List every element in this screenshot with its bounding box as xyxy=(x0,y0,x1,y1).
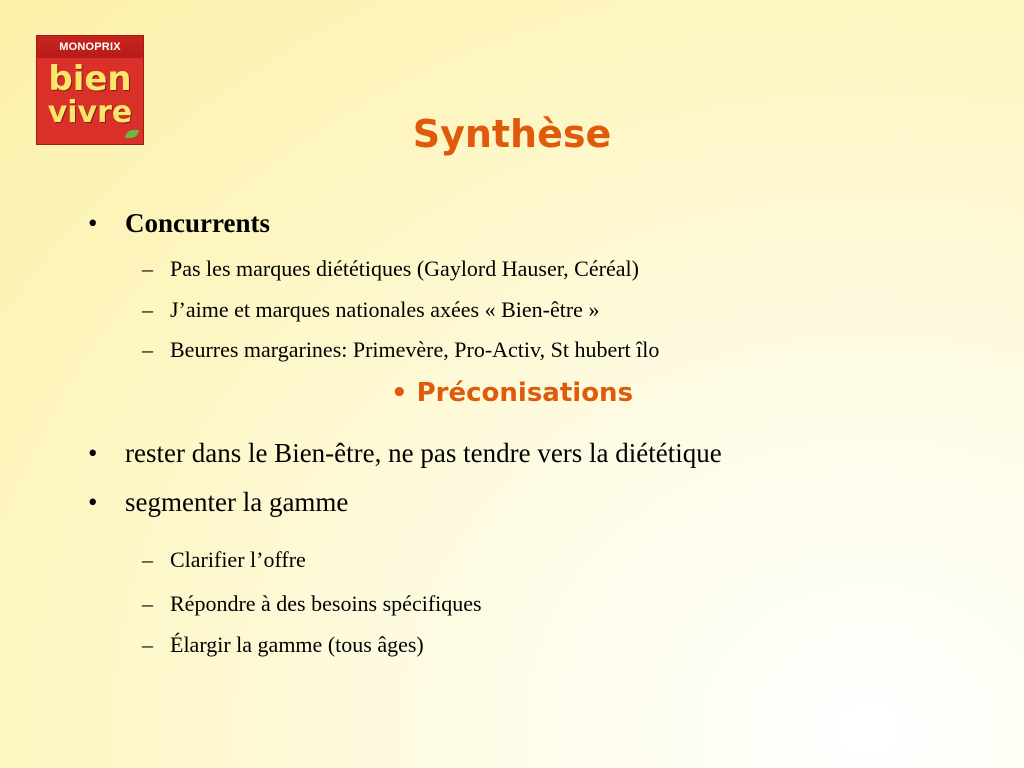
sub-item-text: Répondre à des besoins spécifiques xyxy=(170,591,482,616)
preconisations-heading-row xyxy=(0,378,1024,408)
logo-brand: MONOPRIX xyxy=(37,36,143,58)
bullet-icon: • xyxy=(88,438,98,468)
logo-word-vivre: vivre xyxy=(47,95,133,130)
dash-icon: – xyxy=(142,632,153,657)
dash-icon: – xyxy=(142,591,153,616)
sub-item-text: Élargir la gamme (tous âges) xyxy=(170,632,424,657)
dash-icon: – xyxy=(142,547,153,572)
dash-icon: – xyxy=(142,337,153,362)
concurrents-heading: Concurrents xyxy=(125,208,270,238)
dash-icon: – xyxy=(142,297,153,322)
sub-item-text: Pas les marques diététiques (Gaylord Hauser, Céréal) xyxy=(170,256,639,281)
bullet-icon: • xyxy=(88,487,98,517)
sub-item-text: Clarifier l’offre xyxy=(170,547,306,572)
slide-title: Synthèse xyxy=(412,112,612,156)
sub-item-text: Beurres margarines: Primevère, Pro-Activ, St hubert îlo xyxy=(170,337,660,362)
bullet-icon: • xyxy=(390,378,408,408)
preconisations-heading: Préconisations xyxy=(416,378,634,408)
sub-item-text: J’aime et marques nationales axées « Bien-être » xyxy=(170,297,600,322)
bullet-icon: • xyxy=(88,208,98,238)
dash-icon: – xyxy=(142,256,153,281)
bullet-text: segmenter la gamme xyxy=(125,487,349,517)
logo-word-bien: bien xyxy=(48,59,132,99)
bullet-text: rester dans le Bien-être, ne pas tendre vers la diététique xyxy=(125,438,722,468)
